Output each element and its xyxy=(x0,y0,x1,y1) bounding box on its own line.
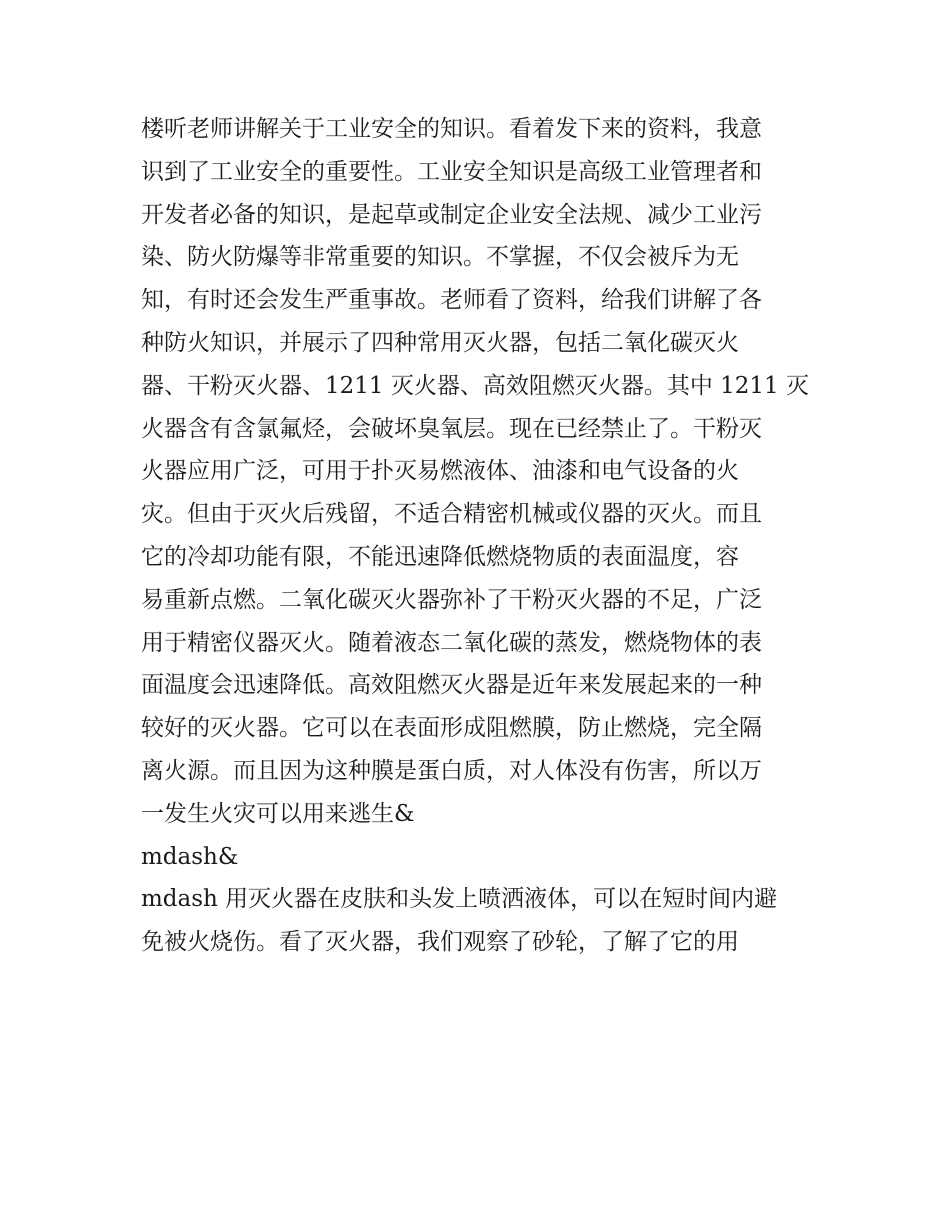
text-line: 火器含有含氯氟烃，会破坏臭氧层。现在已经禁止了。干粉灭 xyxy=(141,415,762,442)
text-line: 一发生火灾可以用来逃生& xyxy=(141,800,415,827)
text-line: 火器应用广泛，可用于扑灭易燃液体、油漆和电气设备的火 xyxy=(141,458,739,485)
text-line: 离火源。而且因为这种膜是蛋白质，对人体没有伤害，所以万 xyxy=(141,757,762,784)
body-text xyxy=(141,108,821,964)
text-line: 它的冷却功能有限，不能迅速降低燃烧物质的表面温度，容 xyxy=(141,543,739,570)
text-line: 开发者必备的知识，是起草或制定企业安全法规、减少工业污 xyxy=(141,201,762,228)
text-line: 器、干粉灭火器、1211 灭火器、高效阻燃灭火器。其中 1211 灭 xyxy=(141,372,809,399)
text-line: 较好的灭火器。它可以在表面形成阻燃膜，防止燃烧，完全隔 xyxy=(141,715,762,742)
text-line: 面温度会迅速降低。高效阻燃灭火器是近年来发展起来的一种 xyxy=(141,672,762,699)
text-line: 灾。但由于灭火后残留，不适合精密机械或仪器的灭火。而且 xyxy=(141,501,762,528)
text-line: 种防火知识，并展示了四种常用灭火器，包括二氧化碳灭火 xyxy=(141,329,739,356)
text-line: 楼听老师讲解关于工业安全的知识。看着发下来的资料，我意 xyxy=(141,116,762,142)
text-line: 免被火烧伤。看了灭火器，我们观察了砂轮，了解了它的用 xyxy=(141,929,739,956)
text-line: 用于精密仪器灭火。随着液态二氧化碳的蒸发，燃烧物体的表 xyxy=(141,629,762,656)
text-line: 易重新点燃。二氧化碳灭火器弥补了干粉灭火器的不足，广泛 xyxy=(141,586,762,613)
text-line: 识到了工业安全的重要性。工业安全知识是高级工业管理者和 xyxy=(141,158,762,185)
text-line: mdash 用灭火器在皮肤和头发上喷洒液体，可以在短时间内避 xyxy=(141,886,778,913)
text-line: mdash& xyxy=(141,843,239,870)
text-line: 染、防火防爆等非常重要的知识。不掌握，不仅会被斥为无 xyxy=(141,244,739,271)
text-line: 知，有时还会发生严重事故。老师看了资料，给我们讲解了各 xyxy=(141,287,762,314)
